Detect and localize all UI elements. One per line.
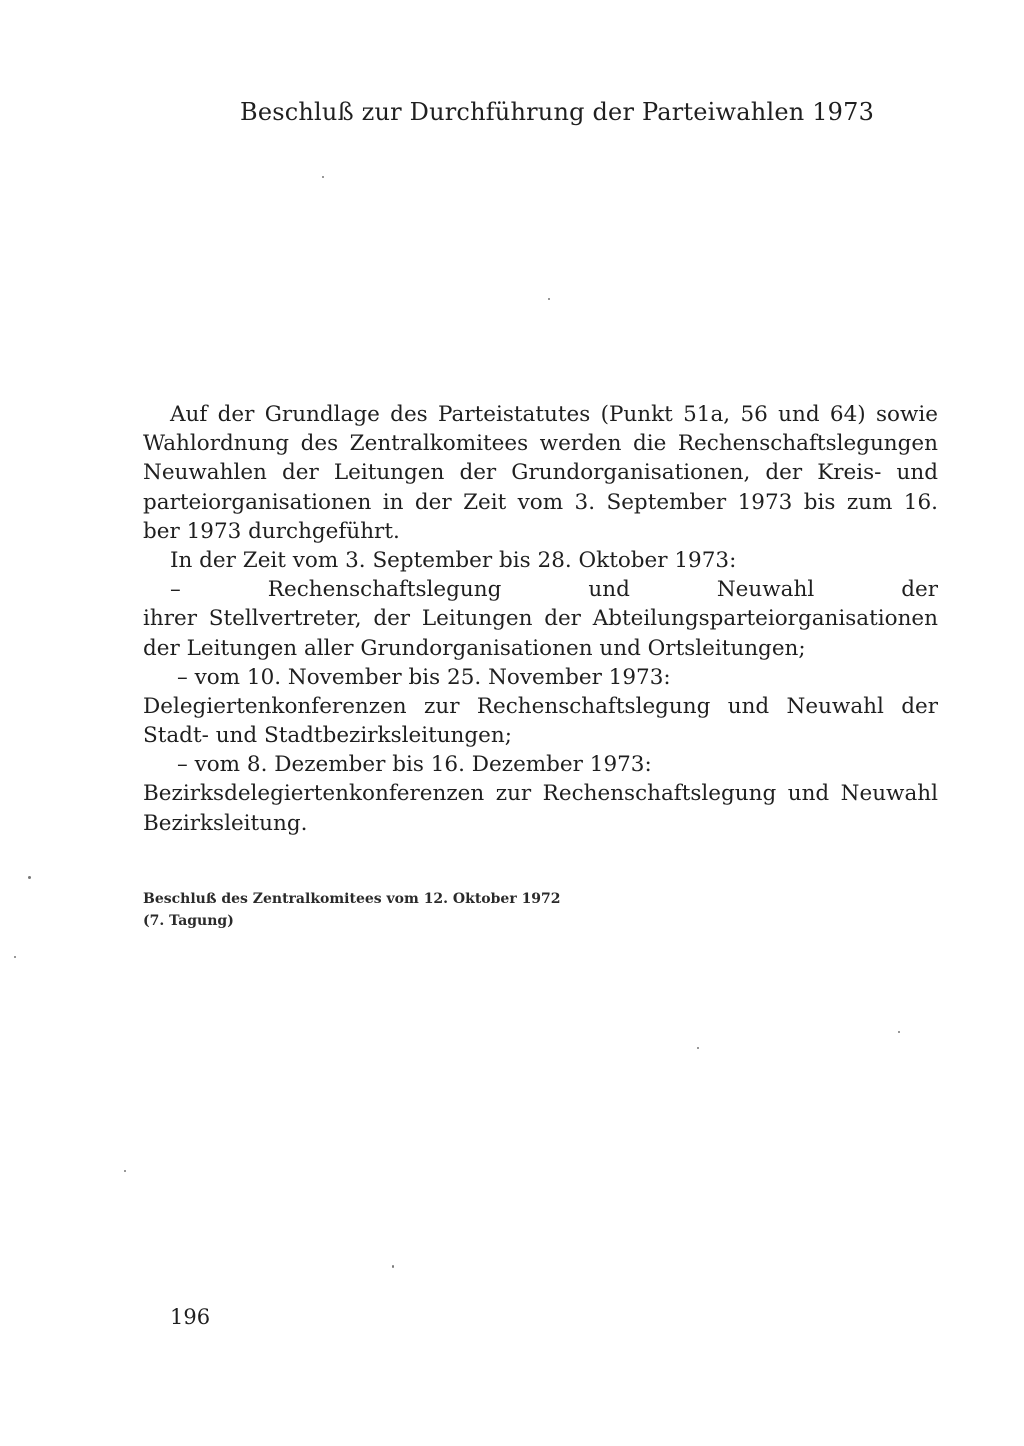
body-line: Bezirksdelegiertenkonferenzen zur Rechenschaftslegung und Neuwahl — [143, 781, 938, 807]
scan-speck — [392, 1265, 394, 1268]
scan-speck — [548, 298, 550, 300]
body-line: Delegiertenkonferenzen zur Rechenschaftslegung und Neuwahl der — [143, 693, 938, 719]
body-line: der Leitungen aller Grundorganisationen und Ortsleitungen; — [143, 635, 806, 661]
scan-speck — [28, 876, 31, 879]
body-line: ihrer Stellvertreter, der Leitungen der Abteilungsparteiorganisationen — [143, 606, 938, 632]
body-line: Neuwahlen der Leitungen der Grundorganisationen, der Kreis- und — [143, 460, 938, 486]
body-line: ber 1973 durchgeführt. — [143, 518, 400, 544]
body-line: Auf der Grundlage des Parteistatutes (Punkt 51a, 56 und 64) sowie — [170, 402, 938, 427]
body-line: parteiorganisationen in der Zeit vom 3. September 1973 bis zum 16. — [143, 489, 938, 515]
scan-speck — [124, 1170, 126, 1172]
body-line: – Rechenschaftslegung und Neuwahl der — [170, 577, 938, 603]
page-title: Beschluß zur Durchführung der Parteiwahlen 1973 — [240, 98, 875, 126]
body-line: – vom 10. November bis 25. November 1973: — [177, 664, 671, 690]
source-line: (7. Tagung) — [143, 913, 234, 929]
body-line: – vom 8. Dezember bis 16. Dezember 1973: — [177, 752, 652, 778]
page-number: 196 — [170, 1305, 211, 1329]
body-line: Bezirksleitung. — [143, 810, 308, 836]
body-line: In der Zeit vom 3. September bis 28. Oktober 1973: — [170, 547, 737, 573]
scan-speck — [14, 956, 16, 958]
source-citation — [143, 888, 561, 932]
scan-speck — [898, 1031, 900, 1033]
source-line: Beschluß des Zentralkomitees vom 12. Oktober 1972 — [143, 891, 561, 907]
body-line: Wahlordnung des Zentralkomitees werden die Rechenschaftslegungen — [143, 431, 938, 457]
resolution-body — [143, 400, 938, 838]
scan-speck — [322, 176, 324, 178]
scan-speck — [697, 1047, 699, 1049]
body-line: Stadt- und Stadtbezirksleitungen; — [143, 723, 512, 749]
